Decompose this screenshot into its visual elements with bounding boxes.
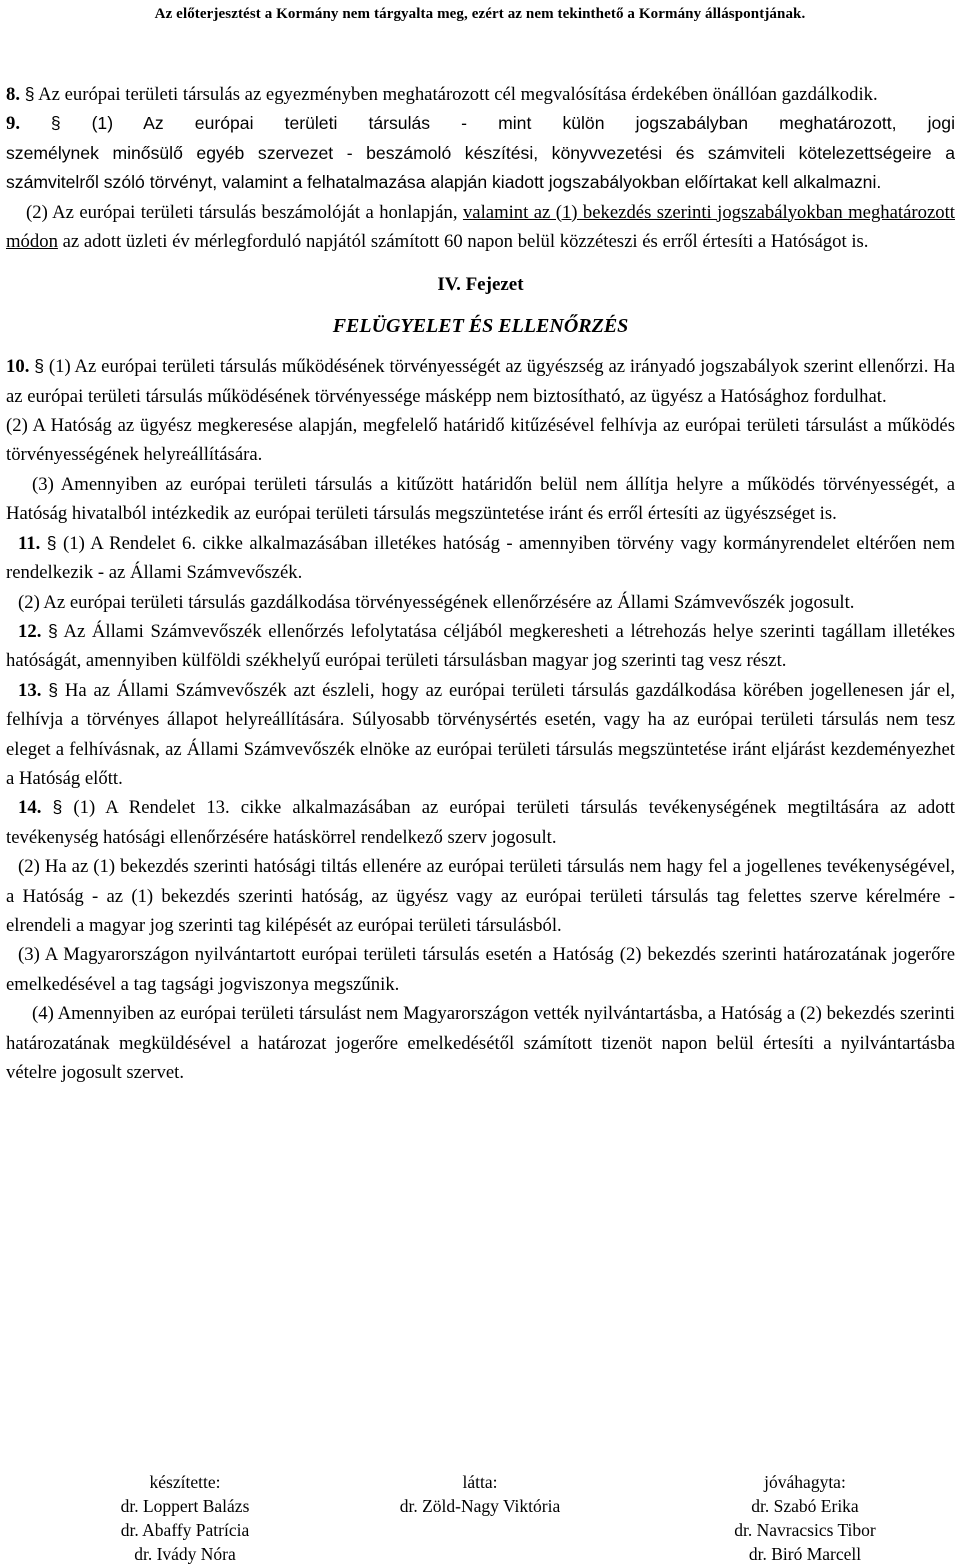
par-text: (2) Az európai területi társulás beszámolóját a honlapján, [26,201,458,223]
section-text: Az Állami Számvevőszék ellenőrzés lefolytatása céljából megkeresheti a létrehozás helye szerinti tagállam illetékes hatóságát, amennyiben külföldi székhelyű európai területi társulásban magyar jog szerinti tag vesz részt. [6,620,955,672]
par-text: (1) A Rendelet 6. cikke alkalmazásában illetékes hatóság - amennyiben törvény vagy kormányrendelet eltérően nem rendelkezik - az Állami Számvevőszék. [6,532,956,584]
chapter-number: IV. Fejezet [437,274,524,296]
seen-by-column [365,1470,595,1518]
prepared-by-name: dr. Loppert Balázs [120,1496,250,1516]
prepared-by-name: dr. Ivády Nóra [134,1544,236,1564]
underlined-amendment: valamint az (1) bekezdés szerinti jogszabályokban meghatározott módon [6,201,956,253]
section-10-par-3: (3) Amennyiben az európai területi társulás a kitűzött határidőn belül nem állítja helyre a működés törvényességét, a Hatóság hivatalból intézkedik az európai területi társulás megszüntetése iránt és erről értesíti az ügyészséget is. [6,473,955,525]
paragraph-sign: § [48,679,58,700]
section-9-par-1 [6,109,955,138]
section-14-par-2: (2) Ha az (1) bekezdés szerinti hatósági tiltás ellenére az európai területi társulás nem hagy fel a jogellenes tevékenységével, a Hatóság - az (1) bekezdés szerinti hatóság, az ügyész vagy az európai területi társulás tag felettes szerve kérelmére - elrendeli a magyar jog szerinti tag kilépését az európai területi társulásból. [6,856,955,936]
approved-by-name: dr. Biró Marcell [748,1544,862,1564]
paragraph-sign: § [24,84,35,104]
prepared-by-label: készítette: [149,1472,221,1492]
par-text: (1) Az európai területi társulás működésének törvényességét az ügyészség az irányadó jogszabályok szerint ellenőrzi. Ha az európai területi társulás működésének törvényessége másképp nem biztosítható, az ügyész a Hatósághoz fordulhat. [6,356,956,407]
section-number: 12. [18,620,42,642]
document-body [6,80,955,1087]
section-14-par-4: (4) Amennyiben az európai területi társulást nem Magyarországon vették nyilvántartásba, a Hatóság a (2) bekezdés szerinti határozatának megküldésével a határozat jogerőre emelkedésétől számított tizenöt napon belül értesíti a nyilvántartásba vételre jogosult szervet. [6,1003,955,1083]
prepared-by-column [70,1470,300,1566]
seen-by-name: dr. Zöld-Nagy Viktória [399,1496,561,1516]
paragraph-sign: § [50,113,61,134]
paragraph-sign: § [52,797,63,818]
paragraph-sign: § [46,532,57,553]
section-14-par-1 [6,793,955,852]
prepared-by-name: dr. Abaffy Patrícia [120,1520,250,1540]
section-text: Ha az Állami Számvevőszék azt észleli, hogy az európai területi társulás gazdálkodása körében jogellenesen jár el, felhívja a törvényes állapot helyreállítására. Súlyosabb törvénysértés esetén, vagy ha az európai területi társulás nem tesz eleget a felhívásnak, az Állami Számvevőszék elnöke az európai területi társulás megszüntetése iránt eljárást kezdeményezhet a Hatóság előtt. [6,679,956,789]
section-number: 11. [18,532,41,554]
section-number: 10. [6,356,30,378]
section-text: (1) Az európai területi társulás - mint külön jogszabályban meghatározott, jogi [91,113,956,134]
section-9-par-2 [6,198,955,257]
par-text: (1) A Rendelet 13. cikke alkalmazásában az európai területi társulás tevékenységének megtiltására az adott tevékenység hatósági ellenőrzésére hatáskörrel rendelkező szerv jogosult. [6,797,955,848]
approved-by-name: dr. Navracsics Tibor [734,1520,876,1540]
paragraph-sign: § [34,356,45,377]
section-number: 9. [6,113,21,135]
seen-by-label: látta: [462,1472,498,1492]
section-8 [6,80,955,109]
section-14-par-3: (3) A Magyarországon nyilvántartott európai területi társulás esetén a Hatóság (2) bekezdés szerinti határozatának jogerőre emelkedésével a tag tagsági jogviszonya megszűnik. [6,944,955,995]
approved-by-name: dr. Szabó Erika [751,1496,859,1516]
approved-by-column [690,1470,920,1566]
section-13 [6,676,955,794]
section-number: 14. [18,797,42,819]
section-11-par-2: (2) Az európai területi társulás gazdálkodása törvényességének ellenőrzésére az Állami Számvevőszék jogosult. [18,591,855,613]
paragraph-sign: § [48,620,58,641]
section-10-par-2: (2) A Hatóság az ügyész megkeresése alapján, megfelelő határidő kitűzésével felhívja az európai területi társulást a működés törvényességének helyreállítására. [6,415,955,466]
draft-disclaimer-header: Az előterjesztést a Kormány nem tárgyalta meg, ezért az nem tekinthető a Kormány álláspontjának. [154,6,806,22]
section-number: 8. [6,84,21,105]
par-text: az adott üzleti év mérlegforduló napjától számított 60 napon belül közzéteszi és erről értesíti a Hatóságot is. [62,231,869,253]
section-9-par-1-cont: személynek minősülő egyéb szervezet - beszámoló készítési, könyvvezetési és számviteli kötelezettségeire a számvitelről szóló törvényt, valamint a felhatalmazása alapján kiadott jogszabályokban előírtakat kell alkalmazni. [6,142,955,193]
section-number: 13. [18,679,42,701]
section-11-par-1 [6,529,955,588]
section-text: Az európai területi társulás az egyezményben meghatározott cél megvalósítása érdekében önállóan gazdálkodik. [38,84,878,105]
section-10-par-1 [6,352,955,411]
approved-by-label: jóváhagyta: [764,1472,846,1492]
chapter-title: FELÜGYELET ÉS ELLENŐRZÉS [332,314,629,337]
section-12 [6,617,955,676]
